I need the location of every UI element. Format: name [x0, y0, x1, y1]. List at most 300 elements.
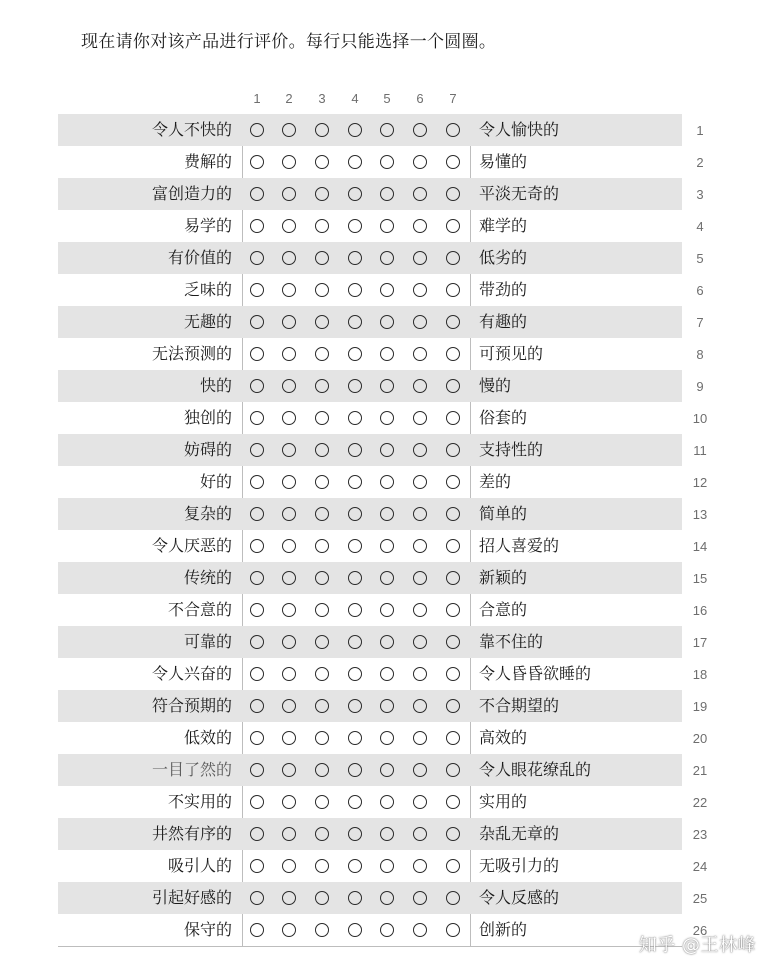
left-anchor-label: 易学的 — [183, 216, 232, 235]
left-anchor-label: 保守的 — [183, 920, 232, 939]
right-anchor-label: 合意的 — [479, 600, 528, 619]
radio-option-5[interactable] — [380, 315, 394, 329]
radio-option-2[interactable] — [282, 635, 296, 649]
radio-option-7[interactable] — [446, 507, 460, 521]
radio-option-1[interactable] — [250, 475, 264, 489]
radio-option-4[interactable] — [348, 891, 362, 905]
right-anchor-label: 简单的 — [479, 504, 528, 523]
radio-option-2[interactable] — [282, 603, 296, 617]
radio-option-2[interactable] — [282, 219, 296, 233]
radio-option-6[interactable] — [413, 859, 427, 873]
radio-option-7[interactable] — [446, 667, 460, 681]
radio-option-4[interactable] — [348, 795, 362, 809]
radio-option-1[interactable] — [250, 699, 264, 713]
radio-option-4[interactable] — [348, 539, 362, 553]
questionnaire-rows — [0, 114, 768, 946]
radio-option-3[interactable] — [315, 315, 329, 329]
radio-option-2[interactable] — [282, 475, 296, 489]
radio-option-5[interactable] — [380, 251, 394, 265]
radio-option-6[interactable] — [413, 731, 427, 745]
radio-option-2[interactable] — [282, 315, 296, 329]
scale-row — [0, 178, 768, 210]
radio-option-4[interactable] — [348, 347, 362, 361]
radio-option-6[interactable] — [413, 443, 427, 457]
right-anchor-label: 可预见的 — [479, 344, 544, 363]
row-number: 10 — [692, 411, 708, 426]
radio-option-1[interactable] — [250, 571, 264, 585]
radio-option-2[interactable] — [282, 891, 296, 905]
row-number: 16 — [692, 603, 708, 618]
radio-option-7[interactable] — [446, 251, 460, 265]
radio-option-7[interactable] — [446, 923, 460, 937]
radio-option-3[interactable] — [315, 731, 329, 745]
left-anchor-label: 妨碍的 — [183, 440, 232, 459]
radio-option-4[interactable] — [348, 667, 362, 681]
radio-option-4[interactable] — [348, 315, 362, 329]
scale-row — [0, 338, 768, 370]
radio-option-7[interactable] — [446, 347, 460, 361]
radio-option-5[interactable] — [380, 475, 394, 489]
radio-option-7[interactable] — [446, 763, 460, 777]
radio-option-6[interactable] — [413, 891, 427, 905]
radio-option-5[interactable] — [380, 699, 394, 713]
left-anchor-label: 不实用的 — [167, 792, 232, 811]
scale-row — [0, 146, 768, 178]
row-number: 7 — [696, 315, 704, 330]
scale-row — [0, 818, 768, 850]
scale-row — [0, 434, 768, 466]
radio-option-1[interactable] — [250, 603, 264, 617]
radio-option-1[interactable] — [250, 827, 264, 841]
radio-option-6[interactable] — [413, 347, 427, 361]
radio-option-2[interactable] — [282, 763, 296, 777]
left-anchor-label: 令人不快的 — [151, 120, 232, 139]
row-background — [58, 306, 682, 338]
radio-option-1[interactable] — [250, 219, 264, 233]
right-anchor-label: 杂乱无章的 — [479, 824, 560, 843]
scale-label-1: 1 — [253, 91, 261, 106]
right-anchor-label: 令人反感的 — [479, 888, 560, 907]
radio-option-7[interactable] — [446, 891, 460, 905]
radio-option-3[interactable] — [315, 251, 329, 265]
radio-option-5[interactable] — [380, 571, 394, 585]
radio-option-1[interactable] — [250, 635, 264, 649]
row-number: 14 — [692, 539, 708, 554]
row-background — [58, 434, 682, 466]
left-anchor-label: 好的 — [199, 472, 232, 491]
left-anchor-label: 无法预测的 — [151, 344, 232, 363]
scale-row — [0, 306, 768, 338]
radio-option-2[interactable] — [282, 507, 296, 521]
radio-option-4[interactable] — [348, 251, 362, 265]
row-number: 18 — [692, 667, 708, 682]
row-number: 4 — [696, 219, 704, 234]
radio-option-6[interactable] — [413, 187, 427, 201]
radio-option-4[interactable] — [348, 923, 362, 937]
radio-option-2[interactable] — [282, 859, 296, 873]
radio-option-6[interactable] — [413, 667, 427, 681]
scale-row — [0, 626, 768, 658]
row-number: 5 — [696, 251, 704, 266]
radio-option-1[interactable] — [250, 315, 264, 329]
radio-option-3[interactable] — [315, 379, 329, 393]
left-anchor-label: 令人厌恶的 — [151, 536, 232, 555]
scale-label-4: 4 — [351, 91, 359, 106]
right-anchor-label: 易懂的 — [479, 152, 528, 171]
radio-option-4[interactable] — [348, 571, 362, 585]
radio-option-7[interactable] — [446, 219, 460, 233]
radio-option-1[interactable] — [250, 731, 264, 745]
radio-option-6[interactable] — [413, 571, 427, 585]
right-anchor-label: 创新的 — [479, 920, 528, 939]
scale-label-6: 6 — [416, 91, 424, 106]
radio-option-1[interactable] — [250, 187, 264, 201]
scale-row — [0, 850, 768, 882]
radio-option-7[interactable] — [446, 603, 460, 617]
row-number: 17 — [692, 635, 708, 650]
radio-option-2[interactable] — [282, 251, 296, 265]
left-anchor-label: 有价值的 — [167, 248, 232, 267]
radio-option-4[interactable] — [348, 379, 362, 393]
left-anchor-label: 不合意的 — [167, 600, 232, 619]
radio-option-1[interactable] — [250, 251, 264, 265]
radio-option-7[interactable] — [446, 859, 460, 873]
row-background — [58, 370, 682, 402]
radio-option-2[interactable] — [282, 731, 296, 745]
radio-option-1[interactable] — [250, 155, 264, 169]
radio-option-2[interactable] — [282, 123, 296, 137]
radio-option-2[interactable] — [282, 667, 296, 681]
row-background — [58, 274, 682, 306]
row-background — [58, 914, 682, 946]
radio-option-3[interactable] — [315, 795, 329, 809]
radio-option-6[interactable] — [413, 315, 427, 329]
radio-option-6[interactable] — [413, 379, 427, 393]
right-anchor-label: 俗套的 — [479, 408, 528, 427]
radio-option-2[interactable] — [282, 699, 296, 713]
radio-option-5[interactable] — [380, 411, 394, 425]
radio-option-2[interactable] — [282, 379, 296, 393]
left-anchor-label: 一目了然的 — [151, 760, 232, 779]
left-anchor-label: 引起好感的 — [151, 888, 232, 907]
row-number: 20 — [692, 731, 708, 746]
right-anchor-label: 平淡无奇的 — [479, 184, 560, 203]
radio-option-3[interactable] — [315, 635, 329, 649]
radio-option-6[interactable] — [413, 219, 427, 233]
radio-option-7[interactable] — [446, 379, 460, 393]
radio-option-2[interactable] — [282, 443, 296, 457]
radio-option-3[interactable] — [315, 123, 329, 137]
radio-option-5[interactable] — [380, 891, 394, 905]
row-number: 26 — [692, 923, 708, 938]
radio-option-1[interactable] — [250, 763, 264, 777]
radio-option-4[interactable] — [348, 603, 362, 617]
right-anchor-label: 慢的 — [479, 376, 512, 395]
radio-option-4[interactable] — [348, 443, 362, 457]
radio-option-5[interactable] — [380, 283, 394, 297]
radio-option-2[interactable] — [282, 155, 296, 169]
radio-option-3[interactable] — [315, 539, 329, 553]
radio-option-2[interactable] — [282, 347, 296, 361]
scale-label-3: 3 — [318, 91, 326, 106]
radio-option-7[interactable] — [446, 571, 460, 585]
radio-option-5[interactable] — [380, 347, 394, 361]
radio-option-5[interactable] — [380, 795, 394, 809]
radio-option-5[interactable] — [380, 379, 394, 393]
radio-option-6[interactable] — [413, 475, 427, 489]
left-anchor-label: 吸引人的 — [167, 856, 232, 875]
scale-row — [0, 498, 768, 530]
row-background — [58, 562, 682, 594]
row-background — [58, 594, 682, 626]
radio-option-6[interactable] — [413, 251, 427, 265]
radio-option-5[interactable] — [380, 827, 394, 841]
radio-option-1[interactable] — [250, 443, 264, 457]
radio-option-1[interactable] — [250, 283, 264, 297]
radio-option-3[interactable] — [315, 923, 329, 937]
radio-option-4[interactable] — [348, 155, 362, 169]
scale-header — [0, 91, 768, 111]
radio-option-5[interactable] — [380, 155, 394, 169]
radio-option-7[interactable] — [446, 443, 460, 457]
right-anchor-label: 低劣的 — [479, 248, 528, 267]
radio-option-4[interactable] — [348, 763, 362, 777]
scale-row — [0, 370, 768, 402]
right-anchor-label: 高效的 — [479, 728, 528, 747]
radio-option-3[interactable] — [315, 187, 329, 201]
radio-option-2[interactable] — [282, 187, 296, 201]
table-bottom-border — [58, 946, 682, 947]
radio-option-4[interactable] — [348, 635, 362, 649]
radio-option-7[interactable] — [446, 187, 460, 201]
radio-option-3[interactable] — [315, 699, 329, 713]
radio-option-4[interactable] — [348, 731, 362, 745]
radio-option-6[interactable] — [413, 507, 427, 521]
radio-option-6[interactable] — [413, 827, 427, 841]
right-anchor-label: 有趣的 — [479, 312, 528, 331]
row-number: 8 — [696, 347, 704, 362]
radio-option-1[interactable] — [250, 795, 264, 809]
radio-option-4[interactable] — [348, 827, 362, 841]
row-number: 22 — [692, 795, 708, 810]
right-anchor-label: 难学的 — [479, 216, 528, 235]
radio-option-6[interactable] — [413, 635, 427, 649]
radio-option-6[interactable] — [413, 603, 427, 617]
radio-option-4[interactable] — [348, 187, 362, 201]
radio-option-7[interactable] — [446, 411, 460, 425]
row-background — [58, 626, 682, 658]
radio-option-1[interactable] — [250, 347, 264, 361]
radio-option-4[interactable] — [348, 699, 362, 713]
radio-option-2[interactable] — [282, 411, 296, 425]
scale-row — [0, 594, 768, 626]
row-number: 13 — [692, 507, 708, 522]
left-anchor-label: 富创造力的 — [151, 184, 232, 203]
radio-option-5[interactable] — [380, 507, 394, 521]
radio-option-3[interactable] — [315, 571, 329, 585]
right-anchor-label: 带劲的 — [479, 280, 528, 299]
scale-row — [0, 722, 768, 754]
radio-option-3[interactable] — [315, 603, 329, 617]
radio-option-6[interactable] — [413, 763, 427, 777]
scale-row — [0, 466, 768, 498]
radio-option-6[interactable] — [413, 283, 427, 297]
radio-option-1[interactable] — [250, 539, 264, 553]
right-anchor-label: 实用的 — [479, 792, 528, 811]
radio-option-3[interactable] — [315, 411, 329, 425]
left-anchor-label: 低效的 — [183, 728, 232, 747]
radio-option-4[interactable] — [348, 475, 362, 489]
left-anchor-label: 独创的 — [183, 408, 232, 427]
radio-option-3[interactable] — [315, 283, 329, 297]
radio-option-1[interactable] — [250, 507, 264, 521]
radio-option-6[interactable] — [413, 699, 427, 713]
radio-option-5[interactable] — [380, 603, 394, 617]
scale-label-2: 2 — [285, 91, 293, 106]
radio-option-7[interactable] — [446, 539, 460, 553]
radio-option-7[interactable] — [446, 731, 460, 745]
radio-option-3[interactable] — [315, 859, 329, 873]
radio-option-7[interactable] — [446, 315, 460, 329]
radio-option-2[interactable] — [282, 571, 296, 585]
right-anchor-label: 招人喜爱的 — [479, 536, 560, 555]
left-anchor-label: 费解的 — [183, 152, 232, 171]
radio-option-6[interactable] — [413, 539, 427, 553]
row-number: 24 — [692, 859, 708, 874]
left-anchor-label: 传统的 — [183, 568, 232, 587]
row-number: 2 — [696, 155, 704, 170]
radio-option-2[interactable] — [282, 923, 296, 937]
radio-option-4[interactable] — [348, 859, 362, 873]
radio-option-5[interactable] — [380, 731, 394, 745]
radio-option-1[interactable] — [250, 411, 264, 425]
radio-option-3[interactable] — [315, 155, 329, 169]
right-anchor-label: 差的 — [479, 472, 512, 491]
row-background — [58, 242, 682, 274]
scale-label-5: 5 — [383, 91, 391, 106]
radio-option-5[interactable] — [380, 539, 394, 553]
scale-row — [0, 786, 768, 818]
right-anchor-label: 不合期望的 — [479, 696, 560, 715]
scale-row — [0, 114, 768, 146]
radio-option-6[interactable] — [413, 795, 427, 809]
row-number: 15 — [692, 571, 708, 586]
radio-option-1[interactable] — [250, 859, 264, 873]
radio-option-7[interactable] — [446, 283, 460, 297]
radio-option-7[interactable] — [446, 155, 460, 169]
radio-option-1[interactable] — [250, 123, 264, 137]
right-anchor-label: 支持性的 — [479, 440, 544, 459]
scale-row — [0, 210, 768, 242]
radio-option-3[interactable] — [315, 219, 329, 233]
left-anchor-label: 乏味的 — [183, 280, 232, 299]
scale-row — [0, 530, 768, 562]
radio-option-7[interactable] — [446, 475, 460, 489]
radio-option-4[interactable] — [348, 219, 362, 233]
row-background — [58, 402, 682, 434]
radio-option-4[interactable] — [348, 123, 362, 137]
radio-option-6[interactable] — [413, 411, 427, 425]
left-anchor-label: 无趣的 — [183, 312, 232, 331]
row-number: 25 — [692, 891, 708, 906]
radio-option-5[interactable] — [380, 187, 394, 201]
radio-option-7[interactable] — [446, 699, 460, 713]
row-number: 6 — [696, 283, 704, 298]
watermark: 知乎 @王林峰 — [638, 935, 756, 956]
radio-option-5[interactable] — [380, 667, 394, 681]
radio-option-1[interactable] — [250, 379, 264, 393]
row-background — [58, 786, 682, 818]
radio-option-3[interactable] — [315, 475, 329, 489]
radio-option-3[interactable] — [315, 443, 329, 457]
right-anchor-label: 令人愉快的 — [479, 120, 560, 139]
radio-option-5[interactable] — [380, 443, 394, 457]
instruction-text: 现在请你对该产品进行评价。每行只能选择一个圆圈。 — [81, 32, 497, 52]
radio-option-3[interactable] — [315, 763, 329, 777]
scale-row — [0, 754, 768, 786]
radio-option-3[interactable] — [315, 891, 329, 905]
radio-option-1[interactable] — [250, 923, 264, 937]
radio-option-4[interactable] — [348, 507, 362, 521]
row-number: 12 — [692, 475, 708, 490]
radio-option-4[interactable] — [348, 411, 362, 425]
radio-option-6[interactable] — [413, 123, 427, 137]
row-number: 1 — [696, 123, 704, 138]
radio-option-2[interactable] — [282, 283, 296, 297]
radio-option-3[interactable] — [315, 507, 329, 521]
radio-option-7[interactable] — [446, 795, 460, 809]
row-background — [58, 722, 682, 754]
row-number: 11 — [693, 443, 707, 458]
left-anchor-label: 快的 — [199, 376, 232, 395]
radio-option-5[interactable] — [380, 859, 394, 873]
row-number: 21 — [692, 763, 708, 778]
radio-option-3[interactable] — [315, 827, 329, 841]
radio-option-7[interactable] — [446, 123, 460, 137]
right-anchor-label: 新颖的 — [479, 568, 528, 587]
radio-option-5[interactable] — [380, 923, 394, 937]
row-number: 3 — [696, 187, 704, 202]
scale-row — [0, 274, 768, 306]
left-anchor-label: 可靠的 — [183, 632, 232, 651]
radio-option-3[interactable] — [315, 667, 329, 681]
radio-option-7[interactable] — [446, 827, 460, 841]
row-number: 9 — [696, 379, 704, 394]
right-anchor-label: 令人昏昏欲睡的 — [479, 664, 592, 683]
left-anchor-label: 复杂的 — [183, 504, 232, 523]
radio-option-2[interactable] — [282, 539, 296, 553]
radio-option-1[interactable] — [250, 667, 264, 681]
radio-option-6[interactable] — [413, 923, 427, 937]
row-background — [58, 210, 682, 242]
radio-option-2[interactable] — [282, 827, 296, 841]
radio-option-4[interactable] — [348, 283, 362, 297]
radio-option-6[interactable] — [413, 155, 427, 169]
left-anchor-label: 令人兴奋的 — [151, 664, 232, 683]
radio-option-1[interactable] — [250, 891, 264, 905]
radio-option-5[interactable] — [380, 635, 394, 649]
scale-row — [0, 242, 768, 274]
radio-option-2[interactable] — [282, 795, 296, 809]
radio-option-5[interactable] — [380, 123, 394, 137]
radio-option-7[interactable] — [446, 635, 460, 649]
right-anchor-label: 令人眼花缭乱的 — [479, 760, 592, 779]
radio-option-3[interactable] — [315, 347, 329, 361]
radio-option-5[interactable] — [380, 763, 394, 777]
radio-option-5[interactable] — [380, 219, 394, 233]
row-background — [58, 850, 682, 882]
row-background — [58, 498, 682, 530]
